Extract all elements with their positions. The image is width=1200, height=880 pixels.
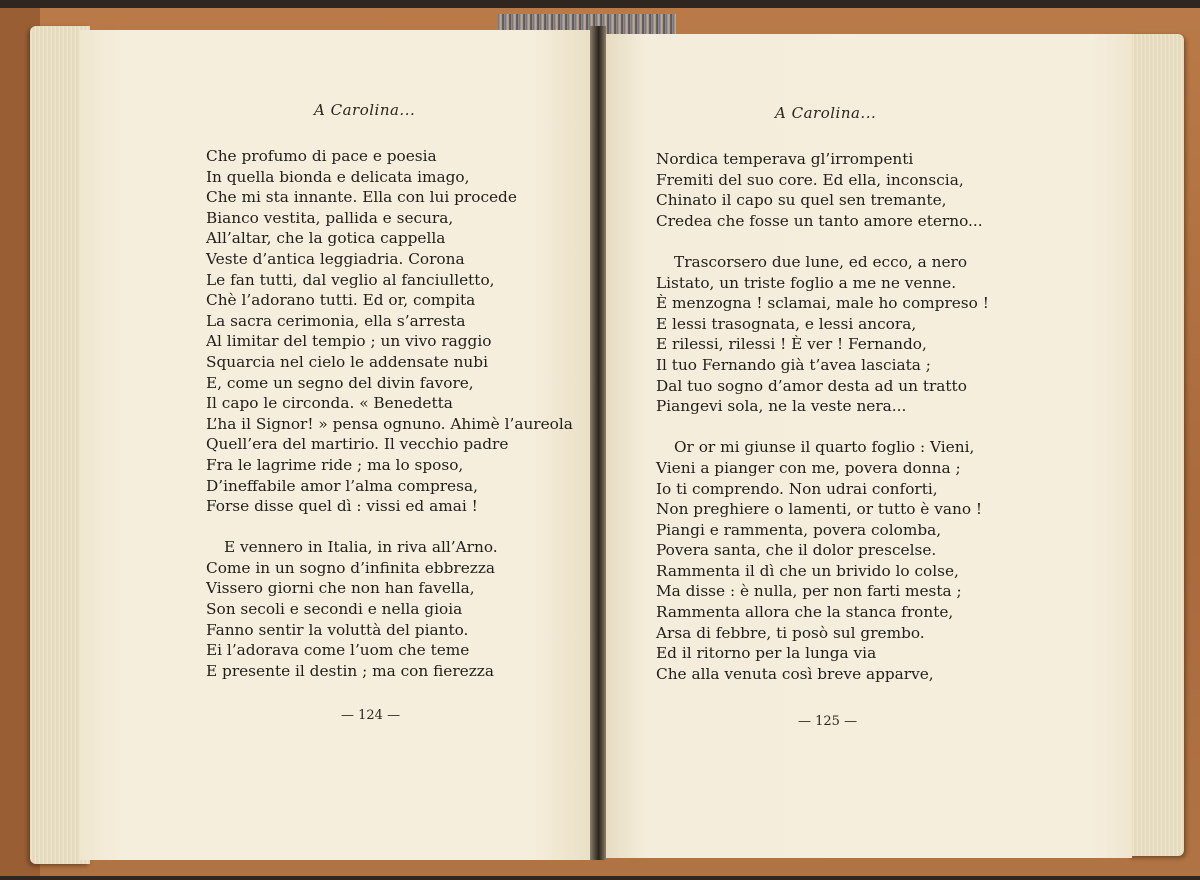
stanza (206, 146, 573, 517)
stanza (656, 252, 989, 417)
poem-line: Or or mi giunse il quarto foglio : Vieni, (674, 438, 975, 457)
poem-line: Non preghiere o lamenti, or tutto è vano ! (656, 500, 983, 519)
poem-line: Al limitar del tempio ; un vivo raggio (206, 332, 492, 351)
stanza (656, 437, 989, 684)
poem-line: Veste d’antica leggiadria. Corona (206, 249, 465, 268)
poem-line: Che mi sta innante. Ella con lui procede (206, 188, 517, 207)
poem-line: Credea che fosse un tanto amore eterno... (656, 211, 983, 230)
poem-line: Vissero giorni che non han favella, (206, 579, 475, 598)
poem-line: E lessi trasognata, e lessi ancora, (656, 314, 917, 333)
poem-line: Il tuo Fernando già t’avea lasciata ; (656, 355, 931, 374)
poem-line: Chinato il capo su quel sen tremante, (656, 191, 947, 210)
poem-line: Il capo le circonda. « Benedetta (206, 394, 453, 413)
poem-line: Forse disse quel dì : vissi ed amai ! (206, 497, 478, 516)
right-page-edges (1128, 34, 1184, 856)
poem-line: Nordica temperava gl’irrompenti (656, 150, 914, 168)
poem-line: Ei l’adorava come l’uom che teme (206, 641, 470, 660)
stanza (206, 537, 573, 681)
poem-line: Fra le lagrime ride ; ma lo sposo, (206, 455, 464, 474)
poem-line: Come in un sogno d’infinita ebbrezza (206, 558, 495, 577)
poem-line: Le fan tutti, dal veglio al fanciulletto, (206, 270, 495, 289)
left-poem-text (206, 146, 573, 681)
left-page-number: — 124 — (341, 708, 401, 723)
poem-line: Dal tuo sogno d’amor desta ad un tratto (656, 376, 967, 395)
poem-line: Quell’era del martirio. Il vecchio padre (206, 435, 509, 454)
poem-line: Povera santa, che il dolor prescelse. (656, 541, 937, 560)
right-running-head: A Carolina... (775, 104, 877, 122)
poem-line: Piangevi sola, ne la veste nera... (656, 397, 907, 416)
poem-line: All’altar, che la gotica cappella (206, 229, 446, 248)
poem-line: Fremiti del suo core. Ed ella, inconscia, (656, 170, 964, 189)
poem-line: Squarcia nel cielo le addensate nubi (206, 352, 488, 371)
poem-line: Fanno sentir la voluttà del pianto. (206, 620, 469, 639)
poem-line: In quella bionda e delicata imago, (206, 167, 470, 186)
right-page-number: — 125 — (798, 714, 858, 729)
poem-line: Ma disse : è nulla, per non farti mesta ; (656, 582, 962, 601)
poem-line: L’ha il Signor! » pensa ognuno. Ahimè l’aureola (206, 414, 573, 433)
poem-line: Che profumo di pace e poesia (206, 147, 437, 165)
poem-line: E presente il destin ; ma con fierezza (206, 661, 494, 680)
poem-line: Bianco vestita, pallida e secura, (206, 208, 454, 227)
poem-line: D’ineffabile amor l’alma compresa, (206, 476, 478, 495)
poem-line: Chè l’adorano tutti. Ed or, compita (206, 291, 476, 310)
poem-line: Son secoli e secondi e nella gioia (206, 600, 463, 619)
poem-line: E, come un segno del divin favore, (206, 373, 474, 392)
poem-line: Rammenta il dì che un brivido lo colse, (656, 561, 959, 580)
poem-line: E vennero in Italia, in riva all’Arno. (224, 538, 498, 557)
poem-line: Che alla venuta così breve apparve, (656, 664, 934, 683)
stanza (656, 149, 989, 231)
right-poem-text (656, 149, 989, 684)
poem-line: È menzogna ! sclamai, male ho compreso ! (656, 294, 989, 313)
poem-line: Rammenta allora che la stanca fronte, (656, 603, 954, 622)
book-gutter (590, 26, 606, 860)
poem-line: Vieni a pianger con me, povera donna ; (656, 458, 961, 477)
poem-line: Arsa di febbre, ti posò sul grembo. (656, 623, 925, 642)
poem-line: La sacra cerimonia, ella s’arresta (206, 311, 466, 330)
poem-line: Ed il ritorno per la lunga via (656, 644, 877, 663)
poem-line: Trascorsero due lune, ed ecco, a nero (674, 252, 968, 271)
poem-line: Piangi e rammenta, povera colomba, (656, 520, 942, 539)
poem-line: Listato, un triste foglio a me ne venne. (656, 273, 957, 292)
poem-line: Io ti comprendo. Non udrai conforti, (656, 479, 938, 498)
poem-line: E rilessi, rilessi ! È ver ! Fernando, (656, 335, 927, 354)
left-running-head: A Carolina... (314, 101, 416, 119)
